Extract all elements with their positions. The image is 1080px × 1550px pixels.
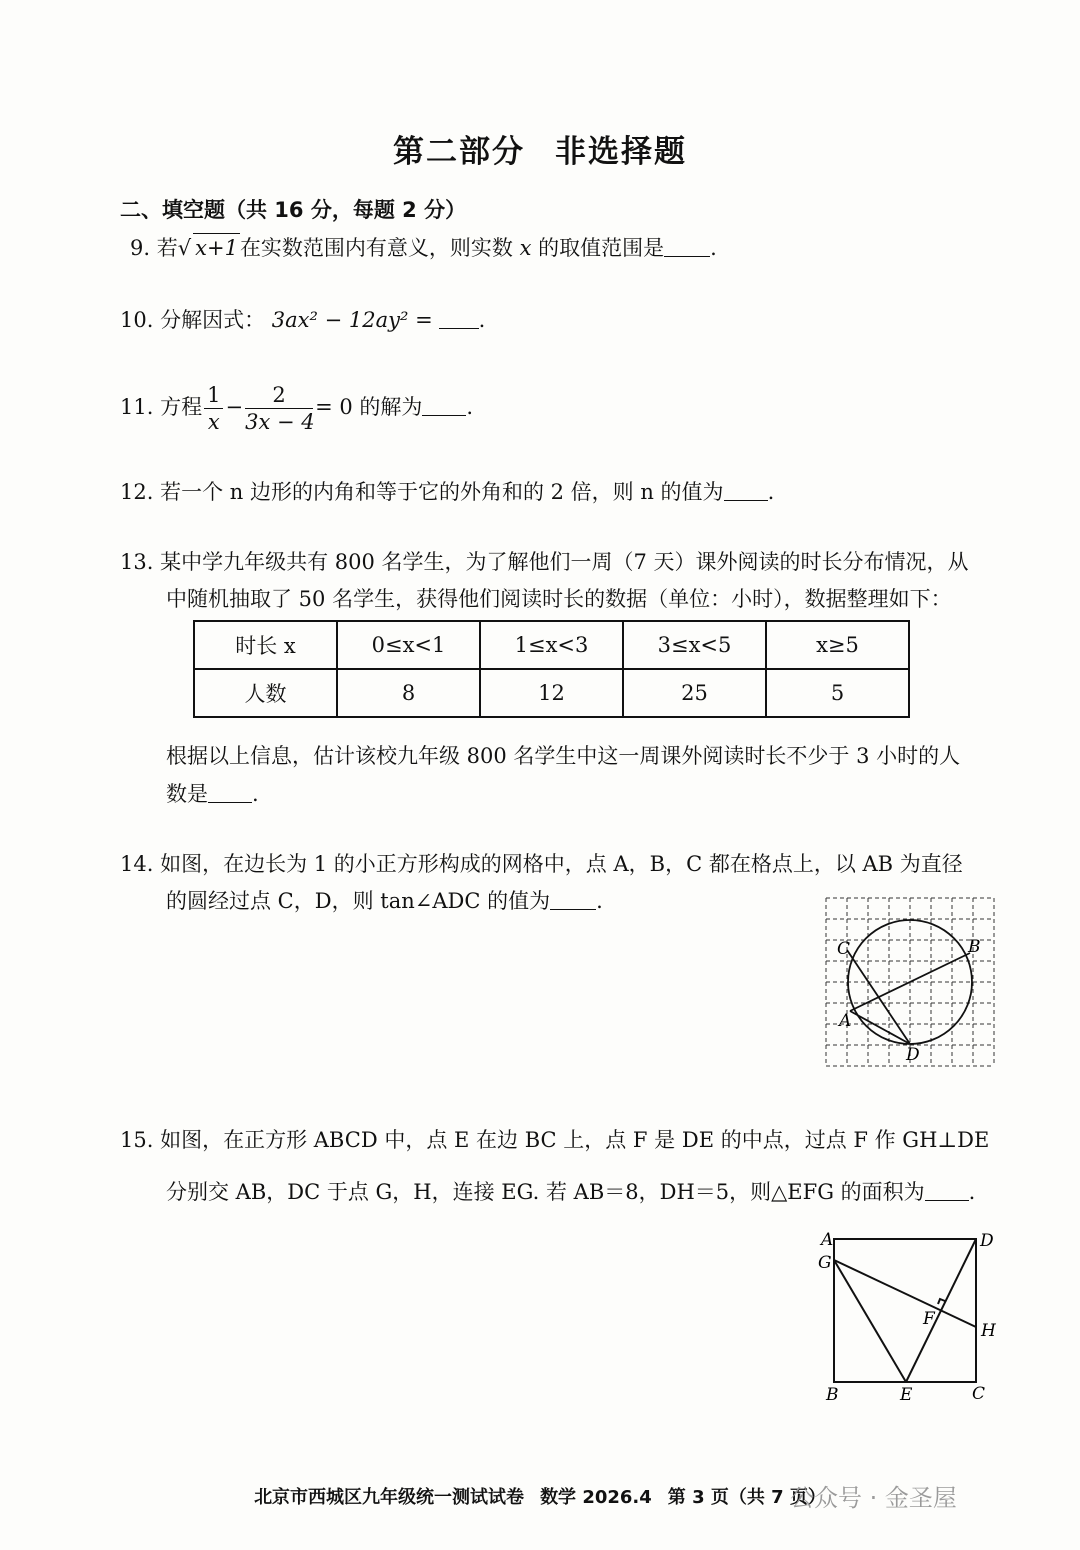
q12-number: 12. — [120, 480, 154, 504]
point-label-c: C — [972, 1384, 986, 1404]
q11-pre: 方程 — [160, 395, 203, 419]
q14-number: 14. — [120, 852, 154, 876]
square-figure — [810, 1224, 1010, 1410]
question-14-line-1 — [120, 850, 963, 878]
section-heading: 二、填空题（共 16 分，每题 2 分） — [120, 198, 467, 222]
q10-expression: 3ax² − 12ay² = — [271, 308, 433, 332]
q9-end: . — [710, 236, 717, 260]
table-cell: x≥5 — [766, 621, 909, 669]
q15-line1: 如图，在正方形 ABCD 中，点 E 在边 BC 上，点 F 是 DE 的中点，过点 F 作 GH⊥DE — [160, 1128, 990, 1152]
frac1-numerator: 1 — [204, 382, 223, 409]
fraction-1-over-x — [204, 382, 223, 435]
watermark: 公众号 · 金圣屋 — [790, 1484, 957, 1512]
q11-eq: = 0 的解为 — [315, 395, 423, 419]
reading-time-table — [193, 620, 910, 718]
question-15-line-1 — [120, 1126, 989, 1154]
q14-end: . — [596, 889, 603, 913]
table-cell: 8 — [337, 669, 480, 717]
q9-post: 在实数范围内有意义，则实数 — [239, 236, 513, 260]
point-label-d: D — [980, 1231, 994, 1251]
fraction-2-over-3x-4 — [245, 382, 313, 435]
point-label-b: B — [826, 1385, 839, 1405]
q13-number: 13. — [120, 550, 154, 574]
q13-after1: 根据以上信息，估计该校九年级 800 名学生中这一周课外阅读时长不少于 3 小时的人 — [166, 744, 961, 768]
question-10 — [120, 306, 485, 334]
point-label-b: B — [968, 937, 981, 957]
table-cell: 12 — [480, 669, 623, 717]
point-label-a: A — [821, 1230, 834, 1250]
q12-end: . — [767, 480, 775, 504]
q14-line1: 如图，在边长为 1 的小正方形构成的网格中，点 A，B，C 都在格点上，以 AB 为直径 — [160, 852, 963, 876]
table-cell: 人数 — [194, 669, 337, 717]
q13-line1: 某中学九年级共有 800 名学生，为了解他们一周（7 天）课外阅读的时长分布情况，从 — [160, 550, 969, 574]
table-cell: 时长 x — [194, 621, 337, 669]
minus-sign: − — [225, 395, 244, 419]
footer-page: 第 3 页（共 7 页） — [667, 1487, 826, 1508]
point-label-h: H — [981, 1321, 996, 1341]
frac2-denominator: 3x − 4 — [245, 410, 315, 434]
part-title — [0, 126, 1080, 171]
q13-line2: 中随机抽取了 50 名学生，获得他们阅读时长的数据（单位：小时），数据整理如下： — [166, 587, 952, 611]
q15-number: 15. — [120, 1128, 154, 1152]
question-14-line-2 — [166, 887, 603, 915]
q13-after-line-2 — [166, 780, 259, 808]
table-cell: 25 — [623, 669, 766, 717]
figure-lines — [834, 1239, 976, 1382]
answer-blank — [664, 236, 710, 257]
table-cell: 0≤x<1 — [337, 621, 480, 669]
point-label-d: D — [906, 1045, 920, 1065]
q10-number: 10. — [120, 308, 154, 332]
answer-blank — [925, 1180, 969, 1201]
question-13-line-1 — [120, 548, 969, 576]
q9-pre: 若 — [156, 236, 178, 260]
table-cell: 3≤x<5 — [623, 621, 766, 669]
sqrt-sign: √ — [177, 236, 192, 260]
answer-blank — [439, 308, 479, 329]
answer-blank — [422, 395, 466, 416]
q11-end: . — [466, 395, 474, 419]
table-cell: 5 — [766, 669, 909, 717]
part-label: 第二部分 — [393, 134, 525, 170]
grid-circle-figure — [820, 893, 1000, 1069]
q12-text: 若一个 n 边形的内角和等于它的外角和的 2 倍，则 n 的值为 — [160, 480, 724, 504]
q9-radicand: x+1 — [193, 233, 240, 262]
point-label-e: E — [900, 1385, 913, 1405]
q9-variable: x — [519, 236, 532, 260]
question-9 — [130, 233, 717, 262]
q15-end: . — [968, 1180, 976, 1204]
table-row — [194, 669, 909, 717]
footer-school: 北京市西城区九年级统一测试试卷 — [254, 1487, 525, 1508]
answer-blank — [208, 782, 252, 803]
part-name: 非选择题 — [555, 134, 687, 170]
q14-line2: 的圆经过点 C，D，则 tan∠ADC 的值为 — [166, 889, 551, 913]
q15-line2: 分别交 AB，DC 于点 G，H，连接 EG. 若 AB＝8，DH＝5，则△EFG 的面积为 — [166, 1180, 925, 1204]
point-label-c: C — [837, 939, 851, 959]
frac2-numerator: 2 — [245, 382, 313, 409]
q10-pre: 分解因式： — [160, 308, 266, 332]
question-11 — [120, 382, 473, 435]
table-header-row — [194, 621, 909, 669]
table-cell: 1≤x<3 — [480, 621, 623, 669]
answer-blank — [550, 889, 596, 910]
footer-subject: 数学 2026.4 — [540, 1487, 652, 1508]
answer-blank — [724, 480, 768, 501]
frac1-denominator: x — [207, 410, 220, 434]
question-15-line-2 — [166, 1178, 975, 1206]
q11-number: 11. — [120, 395, 154, 419]
q9-number: 9. — [130, 236, 151, 260]
q9-tail: 的取值范围是 — [538, 236, 665, 260]
q10-end: . — [478, 308, 486, 332]
q13-after2: 数是 — [166, 782, 208, 806]
point-label-g: G — [818, 1253, 832, 1273]
point-label-a: A — [839, 1011, 852, 1031]
q13-end: . — [252, 782, 259, 806]
point-label-f: F — [923, 1309, 935, 1329]
question-12 — [120, 478, 774, 506]
